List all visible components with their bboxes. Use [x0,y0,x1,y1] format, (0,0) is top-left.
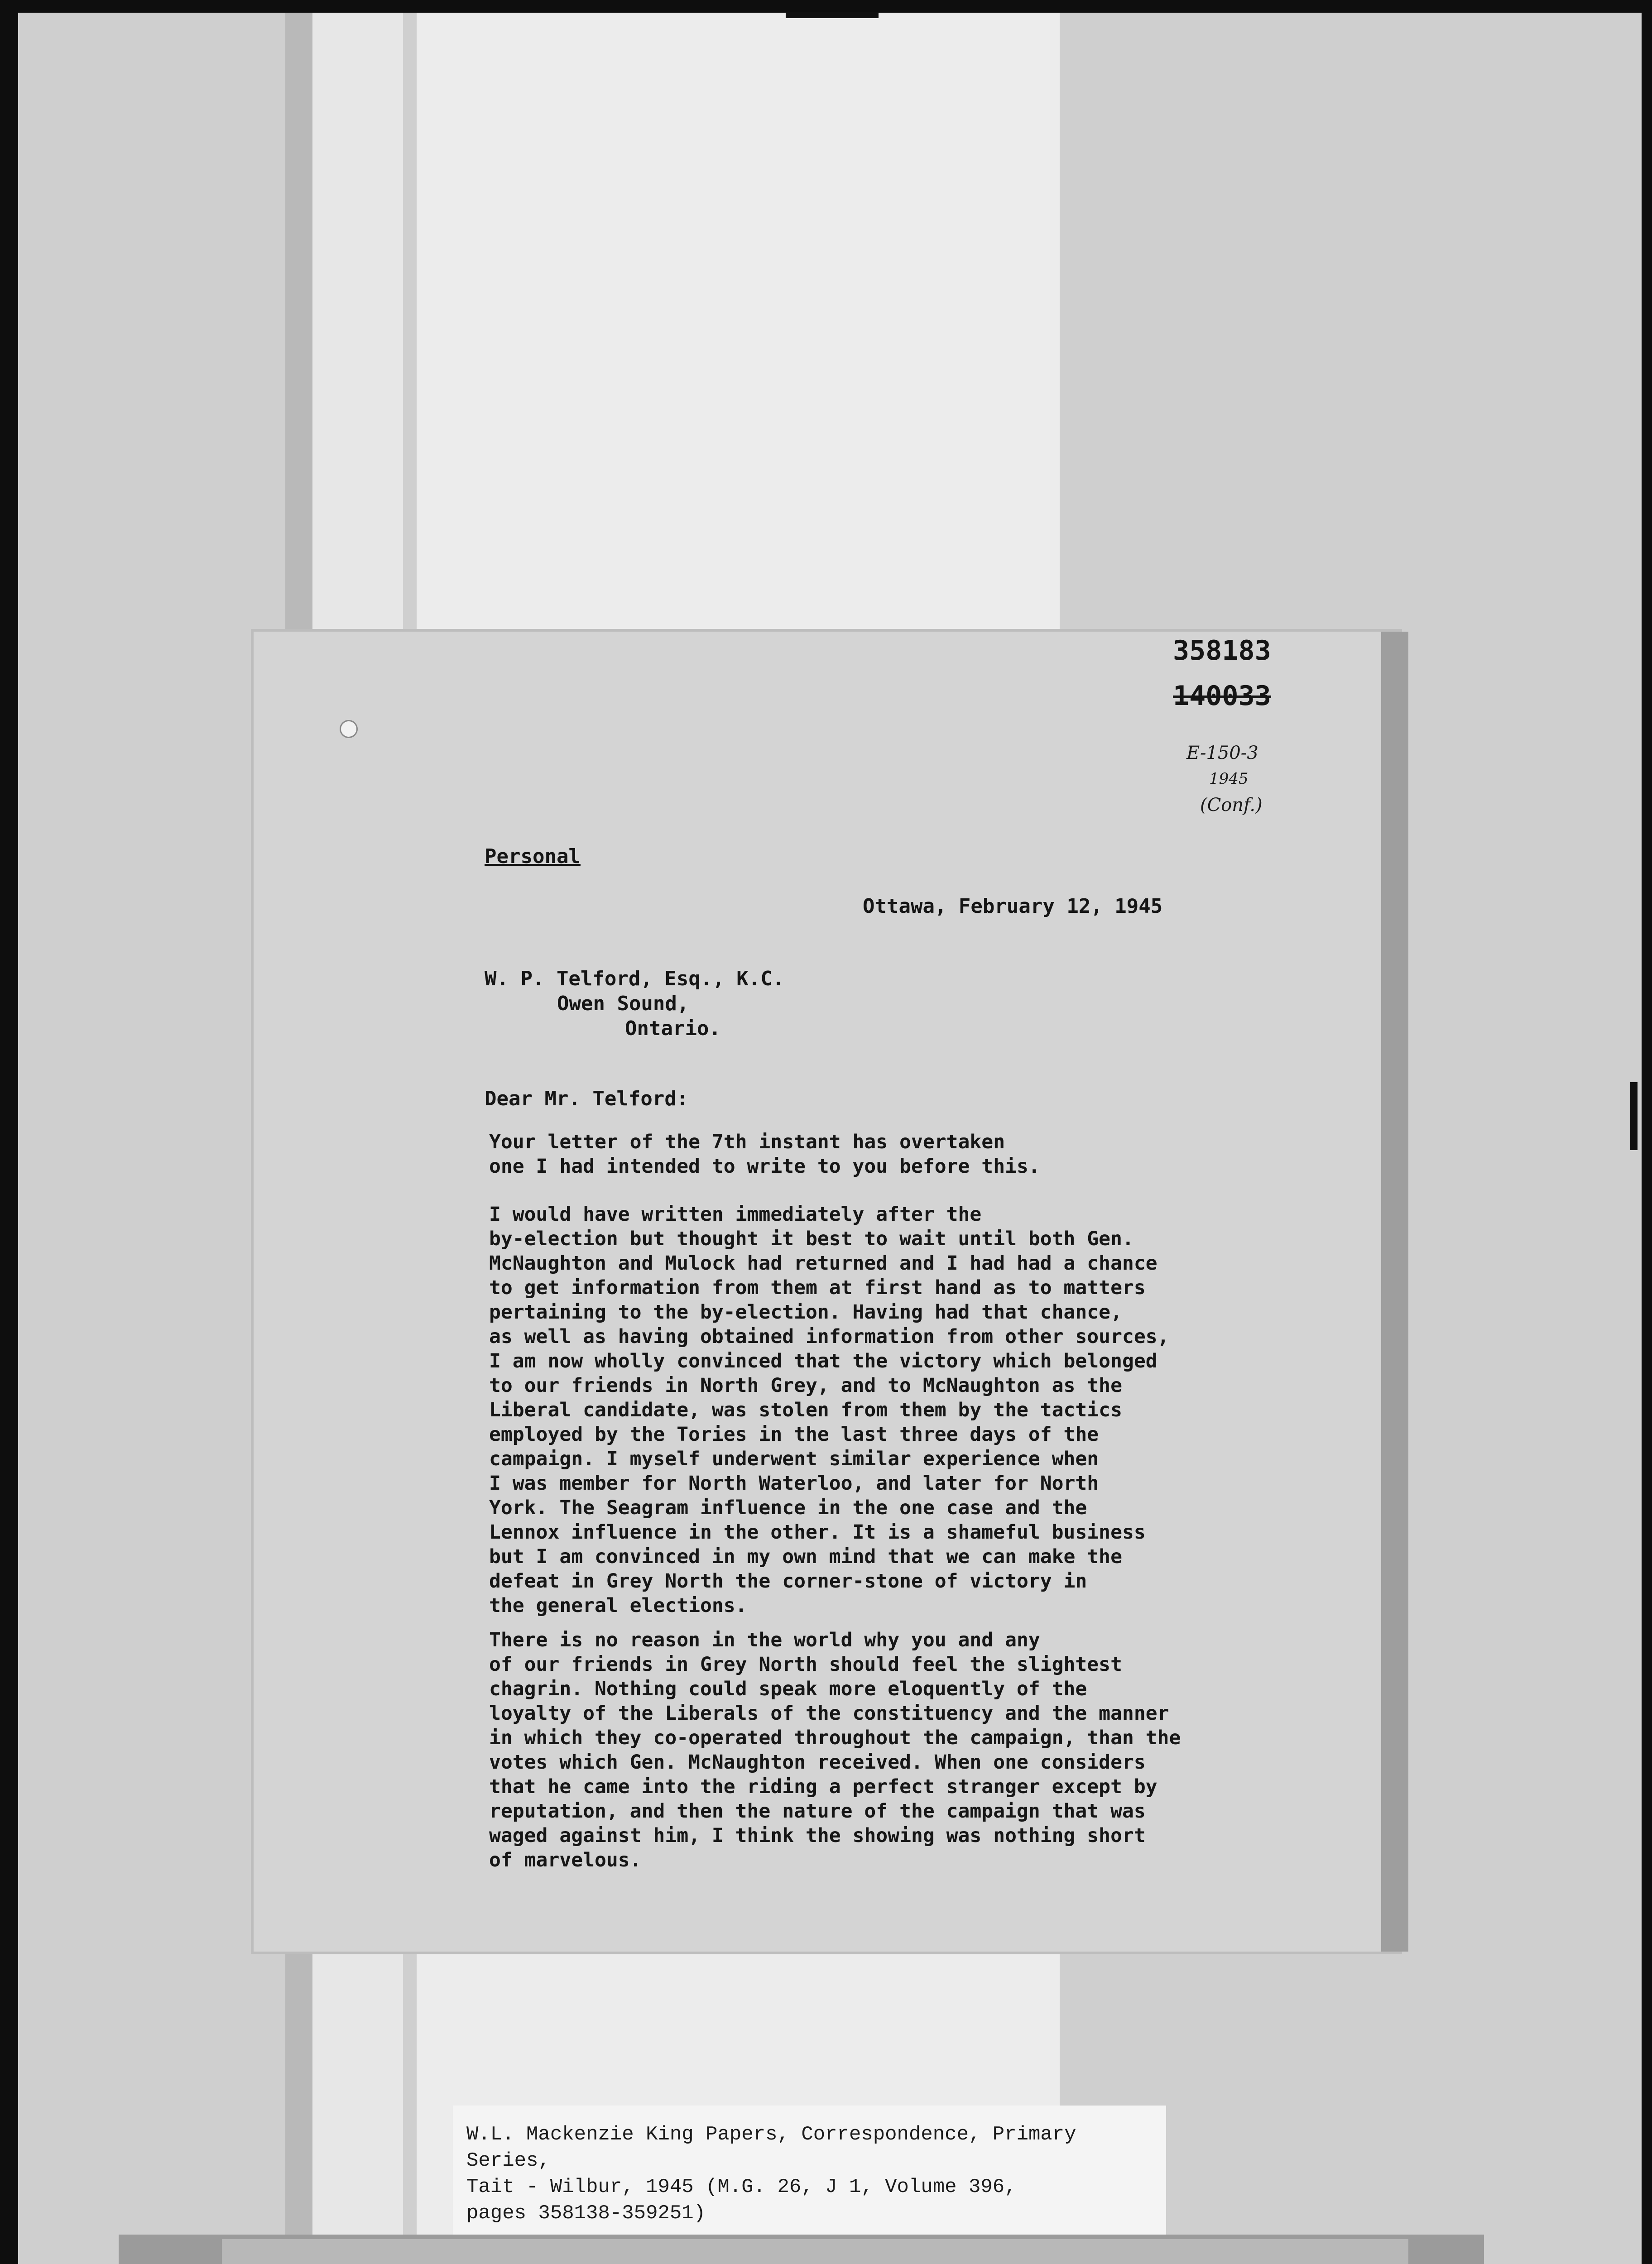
struck-document-number: 140033 [1173,680,1271,712]
addressee-line: W. P. Telford, Esq., K.C. [485,967,785,990]
addressee-line: Ontario. [625,1017,721,1040]
sheet-fold-shadow [1381,632,1408,1952]
salutation: Dear Mr. Telford: [485,1087,689,1110]
file-reference: E-150-3 [1186,743,1258,763]
letter-paragraph: I would have written immediately after the by-election but thought it best to wait until both Gen. McNaughton and Mulock had returned and I had had a chance to get information from them at first hand as to matters pertaining to the by-election. Having had that chance, as well as having obtained information from other sources, I am now wholly convinced that the victory which belonged to our friends in North Grey, and to McNaughton as the Liberal candidate, was stolen from them by the tactics employed by the Tories in the last three days of the campaign. I myself underwent similar experience when I was member for North Waterloo, and later for North York. The Seagram influence in the one case and the Lennox influence in the other. It is a shameful business but I am convinced in my own mind that we can make the defeat in Grey North the corner-stone of victory in the general elections. [489,1203,1169,1617]
file-year: 1945 [1209,770,1249,788]
letter-paragraph: There is no reason in the world why you and any of our friends in Grey North should feel the slightest chagrin. Nothing could speak more eloquently of the loyalty of the Liberals of the constituency and the manner in which they co-operated throughout the campaign, than the votes which Gen. McNaughton received. When one considers that he came into the riding a perfect stranger except by reputation, and then the nature of the campaign that was waged against him, I think the showing was nothing short of marvelous. [489,1629,1181,1871]
film-edge-mark-right [1630,1082,1638,1150]
dateline: Ottawa, February 12, 1945 [863,895,1163,918]
personal-marking: Personal [485,845,581,868]
punch-hole [340,720,358,738]
letter-paragraph: Your letter of the 7th instant has overtaken one I had intended to write to you before this. [489,1131,1040,1178]
film-edge-mark-top [786,12,879,18]
archive-plate [222,2239,1408,2264]
file-note: (Conf.) [1200,795,1263,815]
citation-label [453,2106,1166,2235]
citation-text: W.L. Mackenzie King Papers, Correspondence, Primary Series, Tait - Wilbur, 1945 (M.G. 26, J 1, Volume 396, pages 358138-359251) [466,2123,1076,2225]
addressee-line: Owen Sound, [557,992,689,1015]
document-number: 358183 [1173,635,1271,667]
